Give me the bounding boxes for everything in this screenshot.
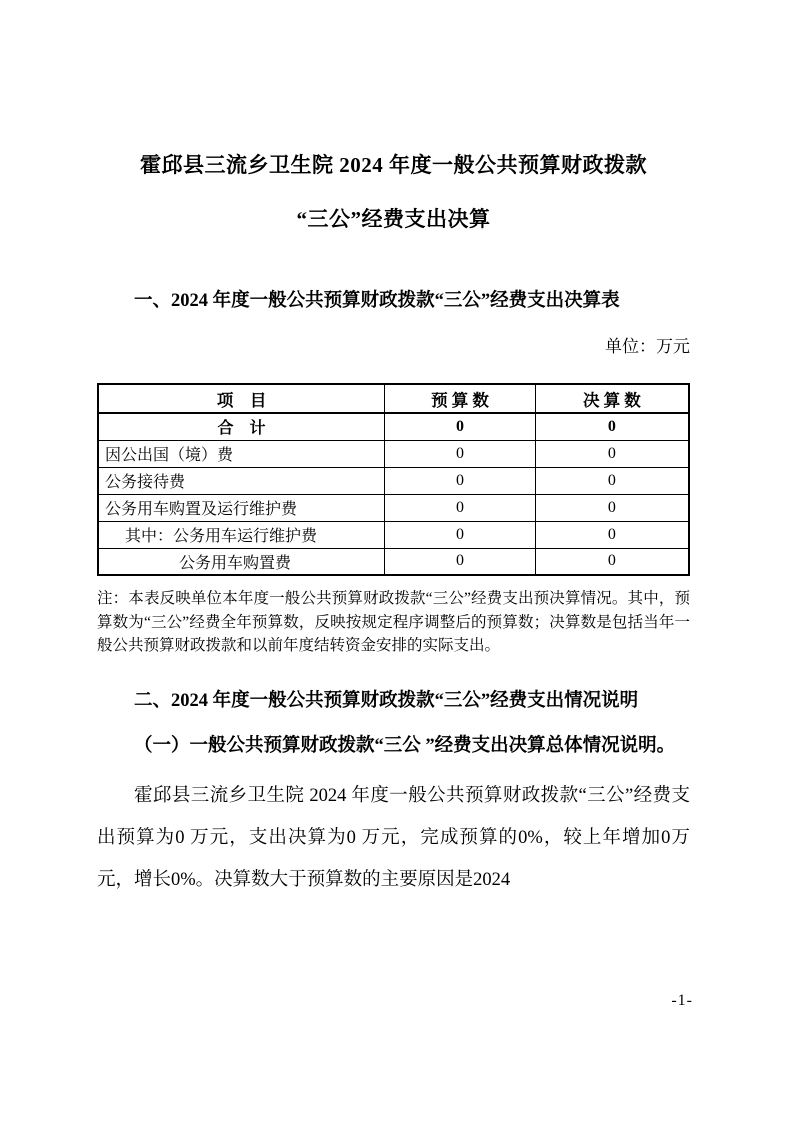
table-note: 注：本表反映单位本年度一般公共预算财政拨款“三公”经费支出预决算情况。其中，预算数为“三公”经费全年预算数，反映按规定程序调整后的预算数；决算数是包括当年一般公共预算财政拨款和以前年度结转资金安排的实际支出。 (97, 590, 690, 654)
row-reception-budget: 0 (385, 467, 536, 494)
table-row-reception (98, 467, 689, 494)
table-row-abroad (98, 440, 689, 467)
section2-heading: 二、2024 年度一般公共预算财政拨款“三公”经费支出情况说明 (134, 690, 639, 711)
row-vehicle-maintenance-final: 0 (535, 521, 689, 548)
row-vehicle-total-final: 0 (535, 494, 689, 521)
row-vehicle-purchase-budget: 0 (385, 548, 536, 575)
unit-label: 单位：万元 (605, 337, 690, 356)
row-abroad-final: 0 (535, 440, 689, 467)
three-public-expense-table (97, 383, 690, 576)
col-header-budget: 预 算 数 (385, 384, 536, 413)
document-title (97, 138, 690, 246)
row-vehicle-purchase-item: 公务用车购置费 (98, 548, 385, 575)
col-header-final: 决 算 数 (535, 384, 689, 413)
col-header-item: 项 目 (98, 384, 385, 413)
row-total-budget: 0 (385, 413, 536, 440)
section2-paragraph: 霍邱县三流乡卫生院 2024 年度一般公共预算财政拨款“三公”经费支出预算为0 万元，支出决算为0 万元，完成预算的0%，较上年增加0万元，增长0%。决算数大于预算数的主要原因是2024 (97, 785, 690, 890)
row-total-final: 0 (535, 413, 689, 440)
section1-heading: 一、2024 年度一般公共预算财政拨款“三公”经费支出决算表 (134, 291, 620, 311)
table-row-vehicle-maintenance (98, 521, 689, 548)
row-vehicle-total-item: 公务用车购置及运行维护费 (98, 494, 385, 521)
table-row-vehicle-total (98, 494, 689, 521)
row-vehicle-maintenance-budget: 0 (385, 521, 536, 548)
row-vehicle-total-budget: 0 (385, 494, 536, 521)
row-total-item: 合 计 (98, 413, 385, 440)
row-vehicle-purchase-final: 0 (535, 548, 689, 575)
document-title-line2: “三公”经费支出决算 (296, 207, 491, 231)
row-reception-final: 0 (535, 467, 689, 494)
row-abroad-item: 因公出国（境）费 (98, 440, 385, 467)
row-abroad-budget: 0 (385, 440, 536, 467)
table-row-total (98, 413, 689, 440)
page-number: -1- (671, 992, 693, 1009)
row-reception-item: 公务接待费 (98, 467, 385, 494)
section2-sub-heading: （一）一般公共预算财政拨款“三公 ”经费支出决算总体情况说明。 (134, 735, 676, 756)
document-title-line1: 霍邱县三流乡卫生院 2024 年度一般公共预算财政拨款 (140, 153, 647, 177)
row-vehicle-maintenance-item: 其中：公务用车运行维护费 (98, 521, 385, 548)
table-header-row (98, 384, 689, 413)
table-row-vehicle-purchase (98, 548, 689, 575)
